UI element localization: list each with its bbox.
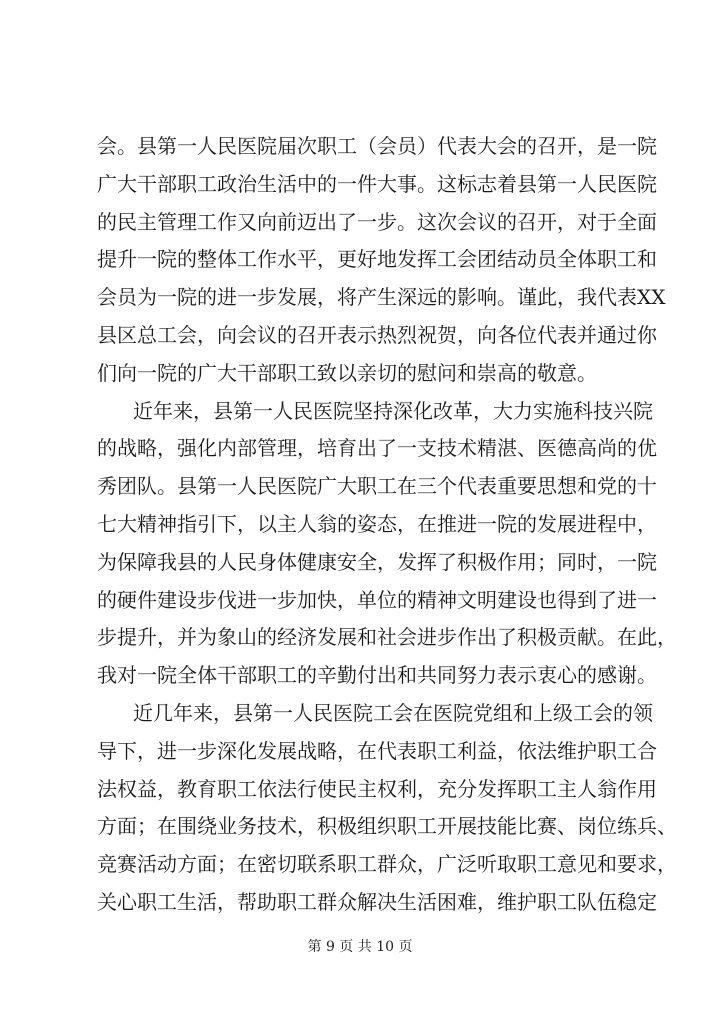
text-line: 导下，进一步深化发展战略，在代表职工利益，依法维护职工合 (97, 738, 657, 763)
text-line: 会。县第一人民医院届次职工（会员）代表大会的召开，是一院 (97, 134, 657, 158)
text-line: 的战略，强化内部管理，培育出了一支技术精湛、医德高尚的优 (97, 436, 657, 461)
body-text (97, 128, 677, 922)
text-line: 近几年来，县第一人民医院工会在医院党组和上级工会的领 (133, 700, 653, 725)
text-line: 近年来，县第一人民医院坚持深化改革，大力实施科技兴院 (133, 398, 653, 423)
text-line: 提升一院的整体工作水平，更好地发挥工会团结动员全体职工和 (97, 247, 657, 272)
page-number-footer: 第 9 页 共 10 页 (307, 939, 413, 955)
text-line: 七大精神指引下，以主人翁的姿态，在推进一院的发展进程中， (97, 511, 657, 536)
text-line: 为保障我县的人民身体健康安全，发挥了积极作用；同时，一院 (97, 549, 657, 574)
text-line: 们向一院的广大干部职工致以亲切的慰问和崇高的敬意。 (97, 360, 597, 385)
text-line: 竞赛活动方面；在密切联系职工群众，广泛听取职工意见和要求， (97, 852, 677, 877)
text-line: 县区总工会，向会议的召开表示热烈祝贺，向各位代表并通过你 (97, 322, 657, 347)
text-line: 会员为一院的进一步发展，将产生深远的影响。谨此，我代表XX (97, 285, 666, 310)
text-line: 我对一院全体干部职工的辛勤付出和共同努力表示衷心的感谢。 (97, 663, 657, 688)
text-line: 广大干部职工政治生活中的一件大事。这标志着县第一人民医院 (97, 171, 657, 196)
text-line: 步提升，并为象山的经济发展和社会进步作出了积极贡献。在此， (97, 625, 677, 650)
text-line: 的硬件建设步伐进一步加快，单位的精神文明建设也得到了进一 (97, 587, 657, 612)
text-line: 方面；在围绕业务技术，积极组织职工开展技能比赛、岗位练兵、 (97, 814, 677, 839)
text-line: 法权益，教育职工依法行使民主权利，充分发挥职工主人翁作用 (97, 776, 657, 801)
text-line: 的民主管理工作又向前迈出了一步。这次会议的召开，对于全面 (97, 209, 657, 234)
text-line: 秀团队。县第一人民医院广大职工在三个代表重要思想和党的十 (97, 474, 657, 499)
text-line: 关心职工生活，帮助职工群众解决生活困难，维护职工队伍稳定 (97, 889, 657, 914)
